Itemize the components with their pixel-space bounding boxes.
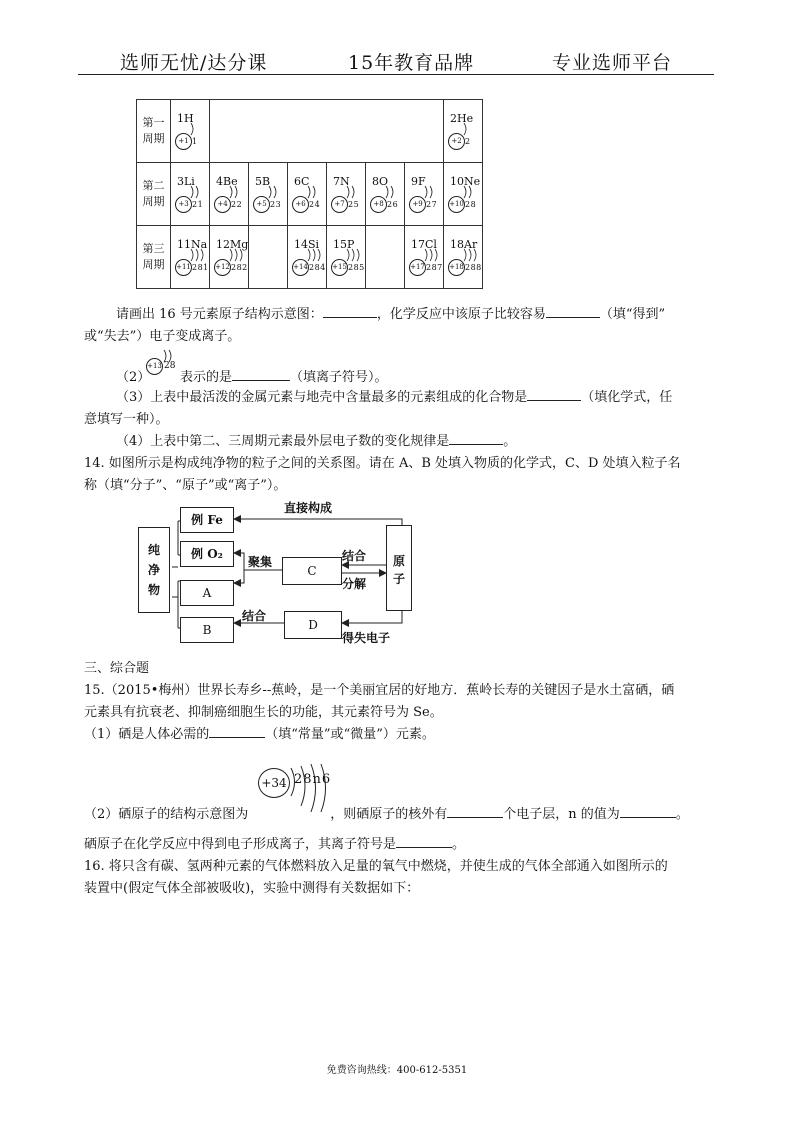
element-symbol: 18Ar bbox=[450, 238, 478, 251]
q14-line-1: 14. 如图所示是构成纯净物的粒子之间的关系图。请在 A、B 处填入物质的化学式，C、D 处填入粒子名 bbox=[84, 456, 681, 471]
element-cell bbox=[210, 226, 249, 289]
period-row-3 bbox=[137, 226, 483, 289]
shell-electrons: 288 bbox=[465, 263, 482, 272]
shell-electrons: 28 bbox=[465, 200, 477, 209]
shell-arcs bbox=[384, 185, 402, 199]
label-combine-ion: 结合 bbox=[242, 609, 267, 623]
element-cell bbox=[288, 226, 327, 289]
particle-relationship-diagram bbox=[130, 497, 420, 657]
period-row-1 bbox=[137, 100, 483, 163]
q13-part4: （4）上表中第二、三周期元素最外层电子数的变化规律是 。 bbox=[116, 434, 517, 449]
nucleus-circle: +1 bbox=[175, 133, 192, 150]
shell-arcs bbox=[189, 185, 207, 199]
shell-electrons: 23 bbox=[270, 200, 282, 209]
shell-arcs bbox=[189, 248, 207, 262]
element-symbol: 1H bbox=[177, 112, 194, 125]
q16-line-2: 装置中(假定气体全部被吸收)，实验中测得有关数据如下： bbox=[84, 881, 420, 896]
period-label-3: 第三 周期 bbox=[137, 226, 171, 289]
element-cell bbox=[210, 163, 249, 226]
nucleus-circle: +13 bbox=[146, 358, 163, 375]
element-cell bbox=[366, 226, 405, 289]
element-cell bbox=[327, 226, 366, 289]
element-symbol: 9F bbox=[411, 175, 426, 188]
element-cell-h bbox=[171, 100, 210, 163]
element-symbol: 15P bbox=[333, 238, 355, 251]
nucleus-circle: +12 bbox=[214, 259, 231, 276]
element-cell bbox=[444, 226, 483, 289]
shell-arcs bbox=[228, 185, 246, 199]
shell-electrons: 28 bbox=[164, 361, 176, 371]
nucleus-circle: +14 bbox=[292, 259, 309, 276]
element-cell bbox=[171, 163, 210, 226]
q15-part3: 硒原子在化学反应中得到电子形成离子，其离子符号是 。 bbox=[84, 837, 466, 852]
shell-electrons: 25 bbox=[348, 200, 360, 209]
q13-line-2: 或“失去”）电子变成离子。 bbox=[84, 329, 241, 344]
shell-arcs bbox=[267, 185, 285, 199]
nucleus-circle: +4 bbox=[214, 196, 231, 213]
nucleus-circle: +17 bbox=[409, 259, 426, 276]
element-cell bbox=[405, 163, 444, 226]
fe-box: 例 Fe bbox=[180, 507, 234, 533]
element-cell bbox=[249, 163, 288, 226]
label-gather: 聚集 bbox=[248, 555, 273, 569]
a-box[interactable]: A bbox=[180, 580, 234, 606]
shell-arcs bbox=[189, 122, 207, 136]
q14-line-2: 称（填“分子”、“原子”或“离子”）。 bbox=[84, 478, 287, 493]
shell-arcs bbox=[423, 248, 441, 262]
section-heading: 三、综合题 bbox=[84, 661, 150, 676]
q13-part3-line2: 意填写一种）。 bbox=[84, 412, 169, 427]
answer-blank[interactable] bbox=[396, 847, 452, 848]
element-symbol: 5B bbox=[255, 175, 271, 188]
period-label-2: 第二 周期 bbox=[137, 163, 171, 226]
nucleus-circle: +5 bbox=[253, 196, 270, 213]
shell-arcs bbox=[462, 122, 480, 136]
header-center: 15年教育品牌 bbox=[348, 52, 475, 74]
shell-electrons: 284 bbox=[309, 263, 326, 272]
shell-arcs bbox=[423, 185, 441, 199]
nucleus-circle: +18 bbox=[448, 259, 465, 276]
shell-electrons: 21 bbox=[192, 200, 204, 209]
q13-line-1: 请画出 16 号元素原子结构示意图： ，化学反应中该原子比较容易 （填“得到” bbox=[116, 307, 666, 322]
q16-line-1: 16. 将只含有碳、氢两种元素的气体燃料放入足量的氧气中燃烧，并使生成的气体全部通入如图所示的 bbox=[84, 859, 668, 874]
shell-arcs bbox=[228, 248, 246, 262]
q15-line-2: 元素具有抗衰老、抑制癌细胞生长的功能，其元素符号为 Se。 bbox=[84, 705, 443, 720]
q13-part2-text: 表示的是 （填离子符号）。 bbox=[180, 370, 388, 385]
pure-substance-box: 纯净物 bbox=[138, 527, 170, 613]
shell-electrons: 281 bbox=[192, 263, 209, 272]
nucleus-circle: +9 bbox=[409, 196, 426, 213]
label-gain-lose-electrons: 得失电子 bbox=[342, 631, 391, 645]
label-direct-compose: 直接构成 bbox=[284, 501, 333, 515]
nucleus-circle: +10 bbox=[448, 196, 465, 213]
atom-box: 原子 bbox=[386, 525, 412, 611]
nucleus-circle: +3 bbox=[175, 196, 192, 213]
q13-part2-number: （2） bbox=[116, 370, 151, 385]
element-cell bbox=[249, 226, 288, 289]
shell-electrons: 2 bbox=[465, 137, 471, 146]
d-box[interactable]: D bbox=[284, 611, 342, 639]
shell-electrons: 28n6 bbox=[294, 772, 332, 787]
shell-electrons: 282 bbox=[231, 263, 248, 272]
period-label-1: 第一 周期 bbox=[137, 100, 171, 163]
element-cell bbox=[405, 226, 444, 289]
header-divider bbox=[78, 74, 714, 75]
shell-arcs bbox=[306, 185, 324, 199]
period-row-2 bbox=[137, 163, 483, 226]
answer-blank[interactable] bbox=[527, 400, 581, 401]
answer-blank[interactable] bbox=[546, 317, 600, 318]
shell-electrons: 1 bbox=[192, 137, 198, 146]
element-cell bbox=[288, 163, 327, 226]
element-symbol: 14Si bbox=[294, 238, 320, 251]
element-symbol: 12Mg bbox=[216, 238, 249, 251]
ion-diagram bbox=[146, 355, 180, 377]
answer-blank[interactable] bbox=[209, 737, 265, 738]
shell-electrons: 285 bbox=[348, 263, 365, 272]
header-left: 选师无忧/达分课 bbox=[120, 52, 268, 74]
element-cell bbox=[171, 226, 210, 289]
shell-electrons: 22 bbox=[231, 200, 243, 209]
nucleus-circle: +34 bbox=[258, 768, 290, 798]
nucleus-circle: +11 bbox=[175, 259, 192, 276]
answer-blank[interactable] bbox=[620, 817, 676, 818]
element-symbol: 4Be bbox=[216, 175, 238, 188]
nucleus-circle: +6 bbox=[292, 196, 309, 213]
element-cell bbox=[444, 163, 483, 226]
empty-span bbox=[210, 100, 444, 163]
nucleus-circle: +7 bbox=[331, 196, 348, 213]
b-box[interactable]: B bbox=[180, 617, 234, 643]
footer-hotline: 免费咨询热线：400-612-5351 bbox=[326, 1065, 468, 1076]
shell-electrons: 24 bbox=[309, 200, 321, 209]
shell-arcs bbox=[345, 185, 363, 199]
element-cell-he bbox=[444, 100, 483, 163]
element-cell bbox=[366, 163, 405, 226]
element-cell bbox=[327, 163, 366, 226]
shell-arcs bbox=[462, 185, 480, 199]
element-symbol: 8O bbox=[372, 175, 389, 188]
element-symbol: 7N bbox=[333, 175, 350, 188]
o2-box: 例 O₂ bbox=[180, 541, 234, 567]
q13-part3-line1: （3）上表中最活泼的金属元素与地壳中含量最多的元素组成的化合物是 （填化学式，任 bbox=[116, 390, 673, 405]
element-symbol: 6C bbox=[294, 175, 310, 188]
shell-arcs bbox=[345, 248, 363, 262]
answer-blank[interactable] bbox=[323, 317, 377, 318]
shell-electrons: 287 bbox=[426, 263, 443, 272]
shell-arcs bbox=[462, 248, 480, 262]
label-combine-atom: 结合 bbox=[342, 549, 367, 563]
nucleus-circle: +2 bbox=[448, 133, 465, 150]
element-symbol: 2He bbox=[450, 112, 474, 125]
nucleus-circle: +15 bbox=[331, 259, 348, 276]
c-box[interactable]: C bbox=[282, 557, 342, 585]
shell-arcs bbox=[306, 248, 324, 262]
answer-blank[interactable] bbox=[449, 444, 503, 445]
element-symbol: 17Cl bbox=[411, 238, 437, 251]
shell-electrons: 26 bbox=[387, 200, 399, 209]
answer-blank[interactable] bbox=[447, 817, 503, 818]
shell-electrons: 27 bbox=[426, 200, 438, 209]
q15-line-1: 15.（2015•梅州）世界长寿乡--蕉岭，是一个美丽宜居的好地方．蕉岭长寿的关键因子是水土富硒，硒 bbox=[84, 683, 675, 698]
nucleus-circle: +8 bbox=[370, 196, 387, 213]
label-decompose: 分解 bbox=[342, 577, 367, 591]
element-symbol: 3Li bbox=[177, 175, 195, 188]
header-right: 专业选师平台 bbox=[552, 52, 673, 74]
periodic-table bbox=[136, 99, 483, 289]
q15-part2: （2）硒原子的结构示意图为 ，则硒原子的核外有 个电子层，n 的值为 。 bbox=[84, 807, 689, 822]
element-symbol: 11Na bbox=[177, 238, 208, 251]
element-symbol: 10Ne bbox=[450, 175, 481, 188]
answer-blank[interactable] bbox=[232, 380, 290, 381]
q15-part1: （1）硒是人体必需的 （填“常量”或“微量”）元素。 bbox=[84, 727, 435, 742]
